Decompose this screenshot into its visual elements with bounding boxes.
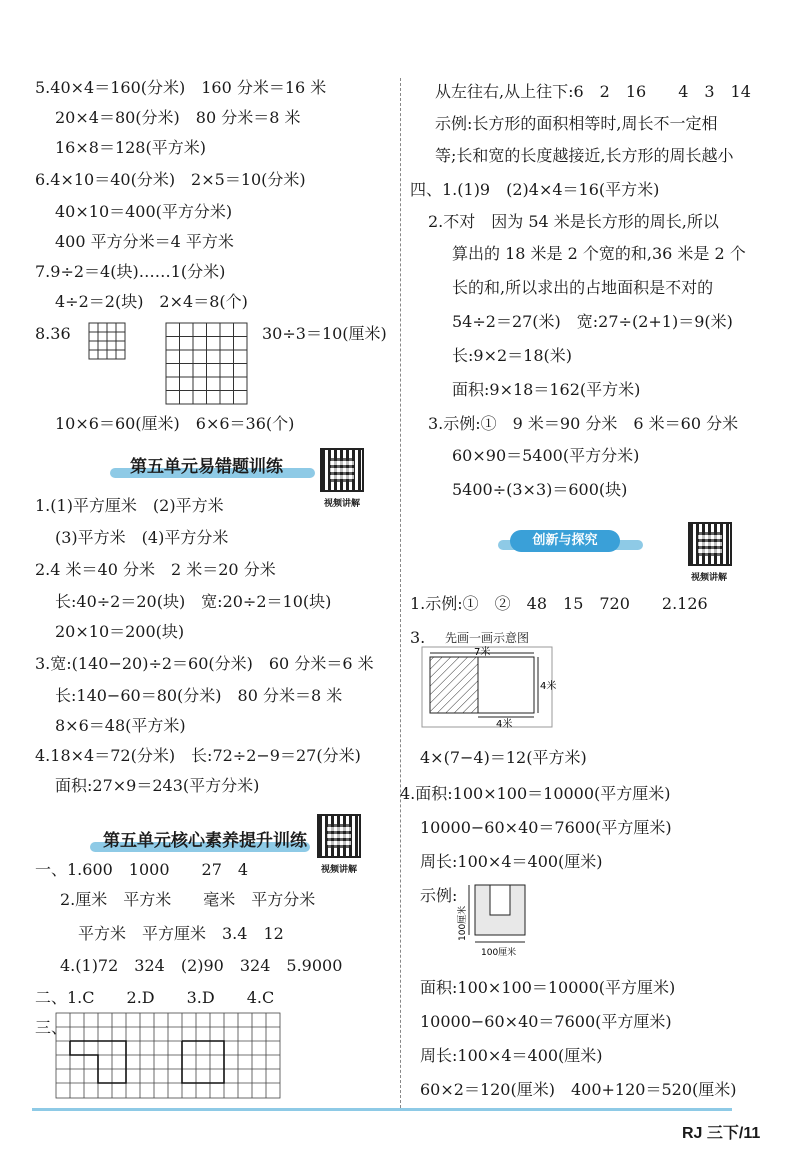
answer-line: 等;长和宽的长度越接近,长方形的周长越小 [435,146,734,165]
answer-line: 周长:100×4＝400(厘米) [420,1046,603,1065]
answer-line: 60×90＝5400(平方分米) [452,446,640,465]
answer-line: 5.40×4＝160(分米) 160 分米＝16 米 [35,78,327,97]
answer-line: 3. [410,628,426,647]
answer-line: 示例:长方形的面积相等时,周长不一定相 [435,114,718,133]
answer-line: 周长:100×4＝400(厘米) [420,852,603,871]
qr-label: 视频讲解 [321,865,358,875]
answer-line: 2.厘米 平方米 毫米 平方分米 [60,890,316,909]
answer-line: 示例: [420,886,458,905]
dim-label: 100厘米 [458,905,468,941]
small-grid-figure [88,322,128,362]
answer-line: 2.4 米＝40 分米 2 米＝20 分米 [35,560,276,579]
answer-line: 5400÷(3×3)＝600(块) [452,480,628,499]
answer-line: 10000−60×40＝7600(平方厘米) [420,1012,672,1031]
answer-line: 面积:9×18＝162(平方米) [452,380,641,399]
qr-label: 视频讲解 [691,573,728,583]
answer-line: 10000−60×40＝7600(平方厘米) [420,818,672,837]
answer-line: 长:40÷2＝20(块) 宽:20÷2＝10(块) [55,592,332,611]
square-cutout-diagram [455,880,545,970]
square-rect [478,657,534,713]
answer-line: 4÷2＝2(块) 2×4＝8(个) [55,292,248,311]
answer-line: 长:9×2＝18(米) [452,346,573,365]
page-number: RJ 三下/11 [682,1125,761,1142]
answer-line: 四、1.(1)9 (2)4×4＝16(平方米) [410,180,660,199]
grid-drawing-figure [55,1012,285,1102]
answer-line: 2.不对 因为 54 米是长方形的周长,所以 [428,212,719,231]
answer-line: 从左往右,从上往下:6 2 16 4 3 14 [435,82,751,101]
answer-line: 16×8＝128(平方米) [55,138,206,157]
answer-line: 1.示例:① ② 48 15 720 2.126 [410,594,708,613]
answer-line: 4.18×4＝72(分米) 长:72÷2−9＝27(分米) [35,746,361,765]
answer-line: 8.36 [35,324,71,343]
answer-line: 10×6＝60(厘米) 6×6＝36(个) [55,414,295,433]
column-divider [400,78,401,1108]
answer-line: 三、 [35,1018,68,1037]
answer-line: 4.(1)72 324 (2)90 324 5.9000 [60,956,343,975]
dim-label: 4米 [540,681,557,692]
section-title-core-literacy: 第五单元核心素养提升训练 [103,831,307,851]
answer-line: 8×6＝48(平方米) [55,716,186,735]
rectangle-diagram [420,645,560,735]
answer-line: 20×10＝200(块) [55,622,185,641]
answer-line: 30÷3＝10(厘米) [262,324,387,343]
answer-line: 长:140−60＝80(分米) 80 分米＝8 米 [55,686,343,705]
answer-line: 1.(1)平方厘米 (2)平方米 [35,496,224,515]
footer-rule [32,1108,732,1111]
answer-line: 面积:100×100＝10000(平方厘米) [420,978,676,997]
answer-line: 算出的 18 米是 2 个宽的和,36 米是 2 个 [452,244,746,263]
hatched-rect [430,657,478,713]
answer-line: 40×10＝400(平方分米) [55,202,233,221]
qr-code-icon[interactable] [320,448,364,492]
answer-line: 54÷2＝27(米) 宽:27÷(2+1)＝9(米) [452,312,733,331]
large-grid-figure [165,322,250,407]
answer-line: 60×2＝120(厘米) 400+120＝520(厘米) [420,1080,737,1099]
answer-line: 6.4×10＝40(分米) 2×5＝10(分米) [35,170,306,189]
qr-code-icon[interactable] [317,814,361,858]
qr-label: 视频讲解 [324,499,361,509]
dim-label: 4米 [496,719,513,730]
answer-line: 一、1.600 1000 27 4 [35,860,249,879]
answer-line: 长的和,所以求出的占地面积是不对的 [452,278,714,297]
dim-label: 100厘米 [481,948,517,958]
answer-line: 4.面积:100×100＝10000(平方厘米) [400,784,671,803]
answer-line: 400 平方分米＝4 平方米 [55,232,234,251]
answer-line: 3.示例:① 9 米＝90 分米 6 米＝60 分米 [428,414,739,433]
hint-text: 先画一画示意图 [445,631,530,645]
section-badge-innovation: 创新与探究 [510,530,620,552]
qr-code-icon[interactable] [688,522,732,566]
answer-line: 二、1.C 2.D 3.D 4.C [35,988,275,1007]
answer-line: 面积:27×9＝243(平方分米) [55,776,260,795]
section-title-error-training: 第五单元易错题训练 [130,457,283,477]
answer-line: 3.宽:(140−20)÷2＝60(分米) 60 分米＝6 米 [35,654,374,673]
answer-line: (3)平方米 (4)平方分米 [55,528,229,547]
answer-line: 20×4＝80(分米) 80 分米＝8 米 [55,108,301,127]
dim-label: 7米 [474,647,491,658]
answer-line: 平方米 平方厘米 3.4 12 [78,924,284,943]
answer-line: 4×(7−4)＝12(平方米) [420,748,587,767]
answer-line: 7.9÷2＝4(块)……1(分米) [35,262,226,281]
